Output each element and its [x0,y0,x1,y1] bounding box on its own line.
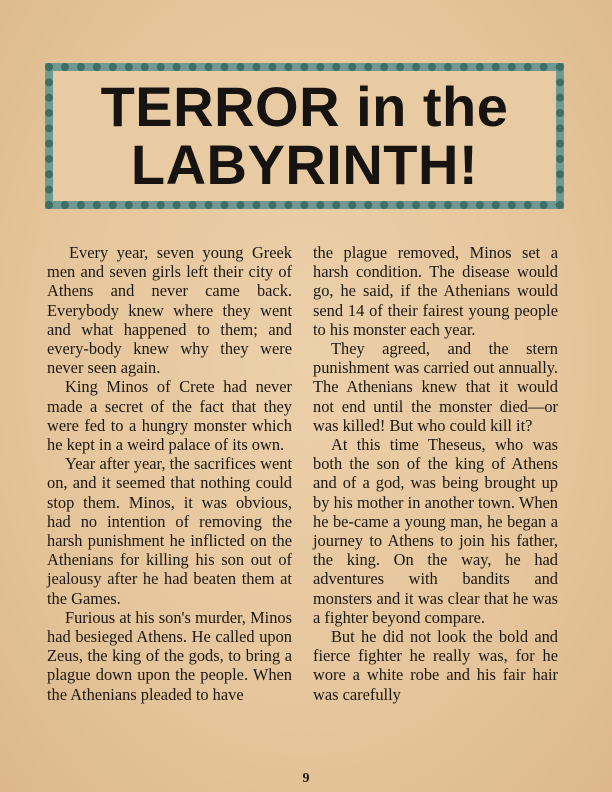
paragraph: At this time Theseus, who was both the son of the king of Athens and of a god, was being brought up by his mother in another town. When he be-came a young man, he began a journey to Athens to join his father, the king. On the way, he had adventures with bandits and monsters and it was clear that he was a fighter beyond compare. [313,435,558,627]
paragraph: Every year, seven young Greek men and seven girls left their city of Athens and never came back. Everybody knew where they went and what happened to them; and every-body knew why they were never seen again. [47,243,292,378]
title-block [53,71,556,201]
left-column [47,243,292,704]
title-banner [45,63,564,209]
paragraph: Furious at his son's murder, Minos had besieged Athens. He called upon Zeus, the king of the gods, to bring a plague down upon the people. When the Athenians pleaded to have [47,607,292,704]
paragraph: They agreed, and the stern punishment was carried out annually. The Athenians knew that it would not end until the monster died—or was killed! But who could kill it? [313,339,558,435]
right-column [313,243,558,704]
paragraph: Year after year, the sacrifices went on, and it seemed that nothing could stop them. Minos, it was obvious, had no intention of removing the harsh punishment he inflicted on the Athenians for killing his son out of jealousy after he had beaten them at the Games. [47,454,292,608]
title-line-1: TERROR in the [100,75,509,138]
page-number: 9 [302,771,310,786]
paragraph: King Minos of Crete had never made a secret of the fact that they were fed to a hungry monster which he kept in a weird palace of its own. [47,377,292,455]
paragraph: the plague removed, Minos set a harsh condition. The disease would go, he said, if the Athenians would send 14 of their fairest young people to his monster each year. [313,243,558,339]
paragraph: But he did not look the bold and fierce fighter he really was, for he wore a white robe and his fair hair was carefully [313,627,558,704]
title-line-2: LABYRINTH! [130,133,479,196]
